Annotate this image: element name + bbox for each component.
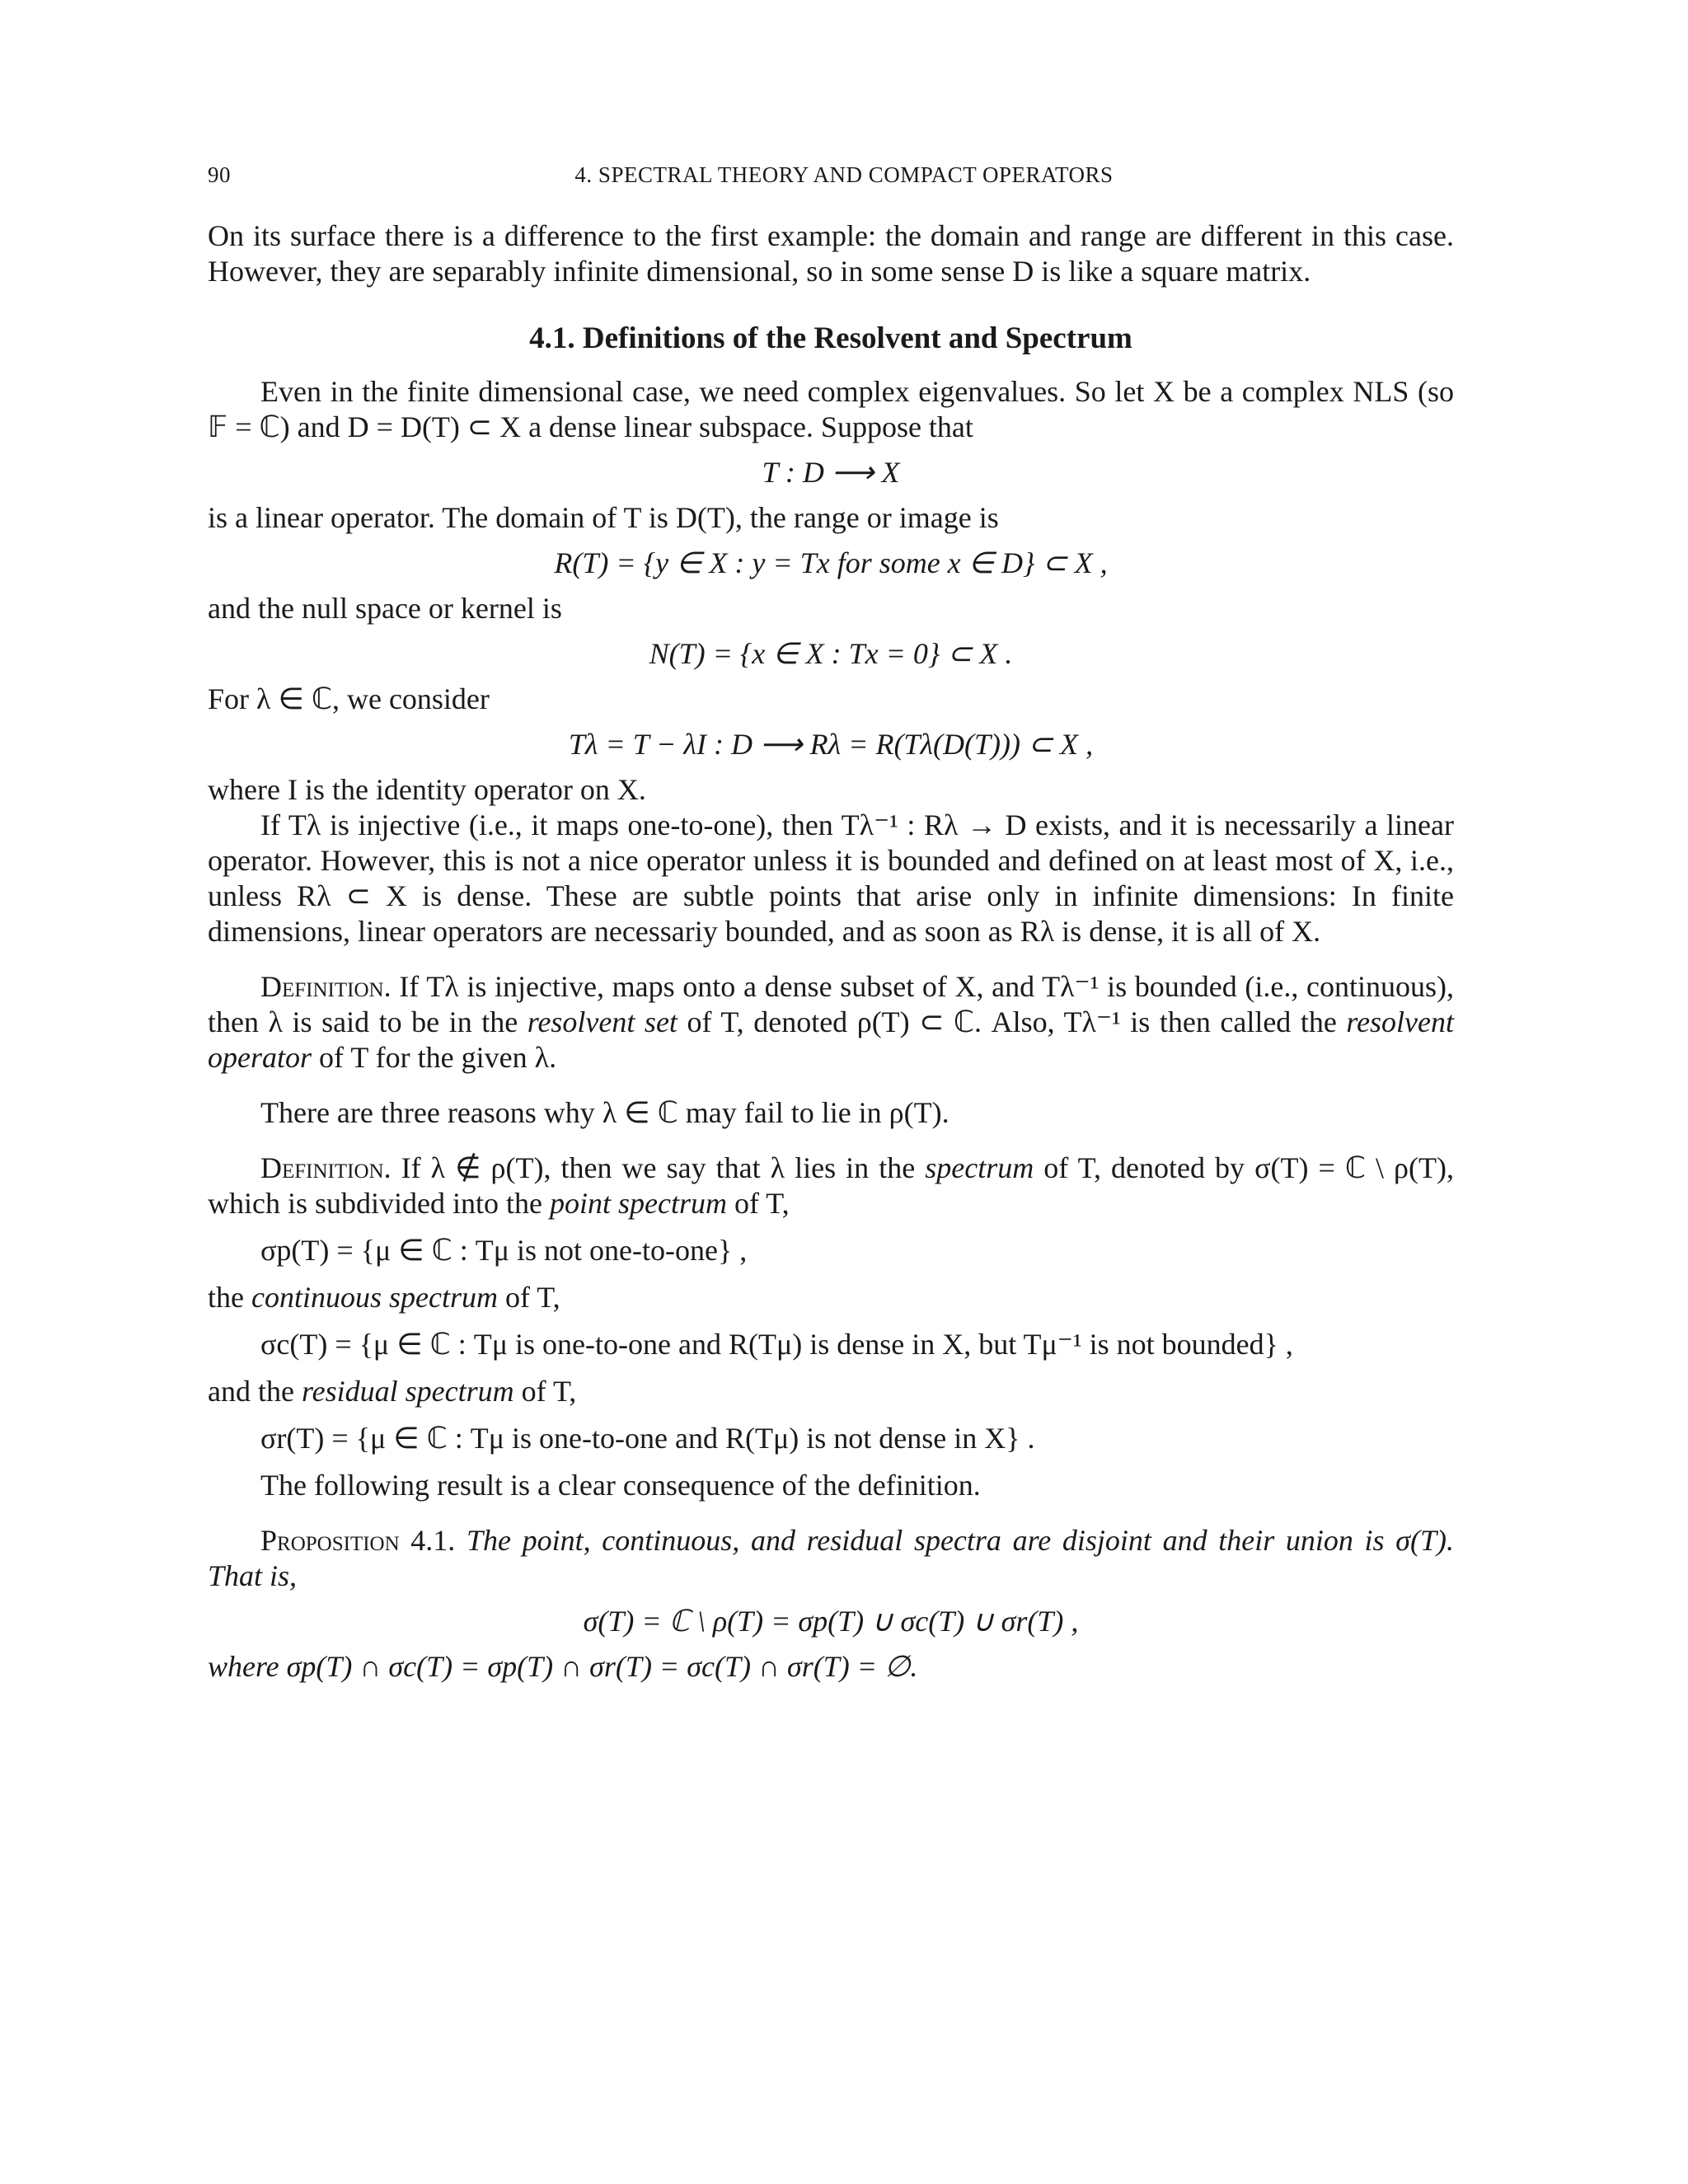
paragraph-consequence: The following result is a clear consequence of the definition. <box>260 1469 981 1502</box>
paragraph-kernel: and the null space or kernel is <box>208 592 562 625</box>
paragraph-identity: where I is the identity operator on X. <box>208 773 646 806</box>
page-number: 90 <box>208 162 231 187</box>
definition-label: Definition. <box>260 970 392 1003</box>
paragraph-residual: and the residual spectrum of T, <box>208 1375 577 1408</box>
equation-range: R(T) = {y ∈ X : y = Tx for some x ∈ D} ⊂ X , <box>554 546 1108 579</box>
running-head: 4. SPECTRAL THEORY AND COMPACT OPERATORS <box>574 162 1114 187</box>
paragraph-intro: On its surface there is a difference to the first example: the domain and range are different in this case. However, they are separably infinite dimensional, so in some sense D is like a square matrix. <box>208 219 1454 288</box>
equation-kernel: N(T) = {x ∈ X : Tx = 0} ⊂ X . <box>649 637 1013 670</box>
equation-continuous-spectrum: σc(T) = {μ ∈ ℂ : Tμ is one-to-one and R(Tμ) is dense in X, but Tμ⁻¹ is not bounded} , <box>260 1328 1293 1361</box>
proposition-text: The point, continuous, and residual spectra are disjoint and their union is σ(T). That is, <box>208 1524 1454 1592</box>
page-body <box>208 218 1454 1685</box>
definition-resolvent: Definition. If Tλ is injective, maps onto a dense subset of X, and Tλ⁻¹ is bounded (i.e., continuous), then λ is said to be in the resolvent set of T, denoted ρ(T) ⊂ ℂ. Also, Tλ⁻¹ is then called the resolvent operator of T for the given λ. <box>208 970 1455 1074</box>
paragraph-domain: is a linear operator. The domain of T is D(T), the range or image is <box>208 501 999 534</box>
term-continuous-spectrum: continuous spectrum <box>251 1281 498 1314</box>
definition-spectrum: Definition. If λ ∉ ρ(T), then we say that λ lies in the spectrum of T, denoted by σ(T) = ℂ \ ρ(T), which is subdivided into the point spectrum of T, <box>208 1151 1454 1220</box>
term-resolvent-operator: resolvent operator <box>208 1005 1455 1074</box>
equation-residual-spectrum: σr(T) = {μ ∈ ℂ : Tμ is one-to-one and R(Tμ) is not dense in X} . <box>260 1422 1035 1455</box>
equation-t-lambda: Tλ = T − λI : D ⟶ Rλ = R(Tλ(D(T))) ⊂ X , <box>568 728 1094 761</box>
term-residual-spectrum: residual spectrum <box>301 1375 514 1408</box>
term-resolvent-set: resolvent set <box>527 1005 678 1038</box>
proposition <box>208 1523 1454 1594</box>
paragraph-three-reasons: There are three reasons why λ ∈ ℂ may fail to lie in ρ(T). <box>260 1096 950 1129</box>
equation-spectrum-union: σ(T) = ℂ \ ρ(T) = σp(T) ∪ σc(T) ∪ σr(T) , <box>583 1605 1079 1638</box>
term-point-spectrum: point spectrum <box>549 1187 727 1220</box>
paragraph-lambda: For λ ∈ ℂ, we consider <box>208 682 490 715</box>
paragraph-injective: If Tλ is injective (i.e., it maps one-to-one), then Tλ⁻¹ : Rλ → D exists, and it is necessarily a linear operator. However, this is not a nice operator unless it is bounded and defined on at least most of X, i.e., unless Rλ ⊂ X is dense. These are subtle points that arise only in infinite dimensions: In finite dimensions, linear operators are necessariy bounded, and as soon as Rλ is dense, it is all of X. <box>208 808 1454 948</box>
equation-operator: T : D ⟶ X <box>762 456 900 489</box>
page-header <box>208 162 1480 190</box>
term-spectrum: spectrum <box>925 1151 1034 1184</box>
proposition-label: Proposition 4.1. <box>260 1524 456 1557</box>
paragraph-setup: Even in the finite dimensional case, we need complex eigenvalues. So let X be a complex NLS (so 𝔽 = ℂ) and D = D(T) ⊂ X a dense linear subspace. Suppose that <box>208 375 1454 443</box>
paragraph-continuous: the continuous spectrum of T, <box>208 1281 560 1314</box>
section-title: 4.1. Definitions of the Resolvent and Spectrum <box>529 321 1132 355</box>
equation-point-spectrum: σp(T) = {μ ∈ ℂ : Tμ is not one-to-one} , <box>260 1234 748 1267</box>
definition-label: Definition. <box>260 1151 392 1184</box>
paragraph-disjoint: where σp(T) ∩ σc(T) = σp(T) ∩ σr(T) = σc(T) ∩ σr(T) = ∅. <box>208 1650 918 1683</box>
